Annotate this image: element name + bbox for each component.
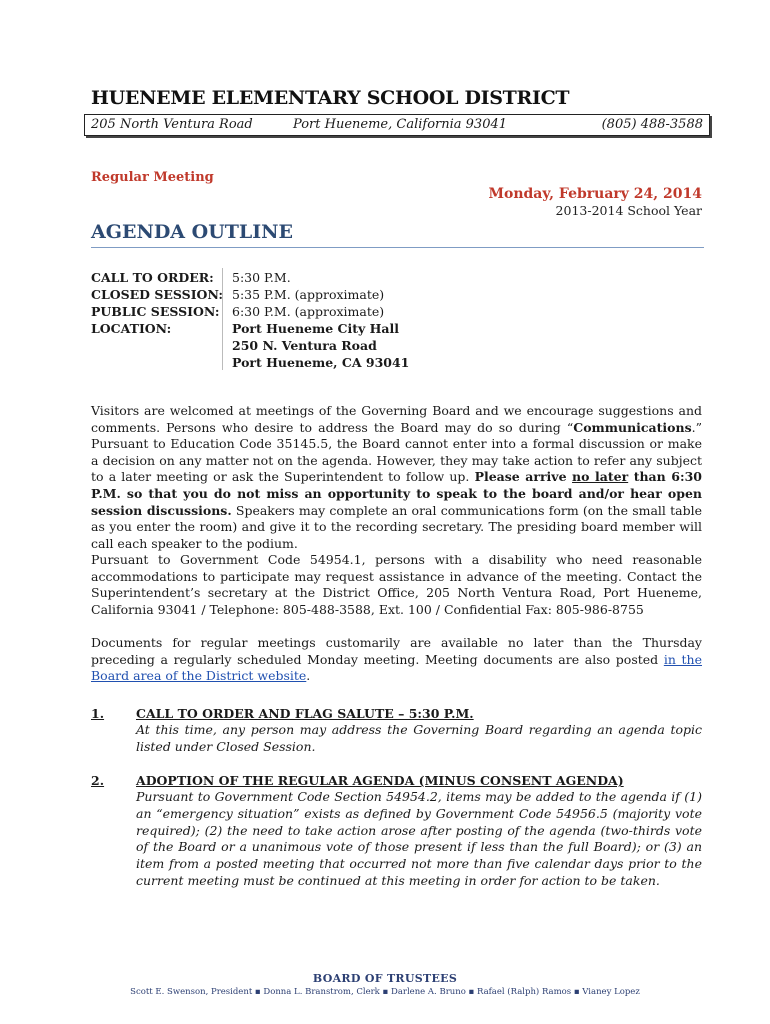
item-1-title: CALL TO ORDER AND FLAG SALUTE – 5:30 P.M. — [136, 706, 474, 721]
label-location: LOCATION: — [91, 321, 172, 336]
arrive-text-a: Please arrive — [474, 469, 573, 485]
item-2-title: ADOPTION OF THE REGULAR AGENDA (MINUS CONSENT AGENDA) — [136, 773, 624, 788]
item-2-body: Pursuant to Government Code Section 54954.2, items may be added to the agenda if (1) an “emergency situation” exists as defined by Government Code 54956.5 (majority vote required); (2) the need to take action arose after posting of the agenda (two-thirds vote of the Board or a unanimous vote of those present if less than the full Board); or (3) an item from a posted meeting that occurred not more than five calendar days prior to the current meeting must be continued at this meeting in order for action to be taken. — [136, 789, 702, 888]
label-call-to-order: CALL TO ORDER: — [91, 270, 214, 285]
visitors-text-3: Speakers may complete an oral communications form (on the small table as you enter the room) and give it to the recording secretary. The presiding board member will call each speaker to the podium. — [91, 502, 702, 551]
documents-text-2: . — [306, 668, 311, 684]
location-city: Port Hueneme, CA 93041 — [232, 355, 410, 370]
trustee-names: Scott E. Swenson, President ▪ Donna L. Branstrom, Clerk ▪ Darlene A. Bruno ▪ Rafael (Ralph) Ramos ▪ Vianey Lopez — [130, 987, 640, 997]
board-website-link[interactable]: in the Board area of the District website — [91, 651, 702, 684]
disability-paragraph: Pursuant to Government Code 54954.1, persons with a disability who need reasonable accommodations to participate may request assistance in advance of the meeting. Contact the Superintendent’s secretary at the District Office, 205 North Ventura Road, Port Hueneme, California 93041 / Telephone: 805-488-3588, Ext. 100 / Confidential Fax: 805-986-8755 — [91, 552, 702, 617]
item-1-body: At this time, any person may address the Governing Board regarding an agenda topic listed under Closed Session. — [136, 722, 702, 754]
meeting-type: Regular Meeting — [91, 170, 214, 185]
arrive-text-b: than 6:30 P.M. so that you do not miss an opportunity to speak to the board and/or hear open session discussions. — [91, 469, 702, 518]
documents-paragraph — [91, 635, 702, 685]
visitors-text-2: .” Pursuant to Education Code 35145.5, the Board cannot enter into a formal discussion or make a decision on any matter not on the agenda. However, they may take action to refer any subject to a later meeting or ask the Superintendent to follow up. — [91, 419, 702, 485]
label-closed-session: CLOSED SESSION: — [91, 287, 224, 302]
school-year: 2013-2014 School Year — [555, 203, 702, 218]
value-location: Port Hueneme City Hall — [232, 321, 400, 336]
visitors-paragraph — [91, 403, 702, 552]
heading-divider — [91, 247, 704, 248]
district-title: HUENEME ELEMENTARY SCHOOL DISTRICT — [91, 87, 570, 109]
meeting-date: Monday, February 24, 2014 — [488, 186, 702, 202]
board-of-trustees-heading: BOARD OF TRUSTEES — [312, 972, 458, 985]
outline-values — [232, 269, 409, 371]
value-public-session: 6:30 P.M. (approximate) — [232, 304, 385, 319]
value-call-to-order: 5:30 P.M. — [232, 270, 291, 285]
address-bar — [84, 114, 710, 136]
agenda-outline-heading: AGENDA OUTLINE — [91, 221, 294, 243]
location-street: 250 N. Ventura Road — [232, 338, 377, 353]
street-address: 205 North Ventura Road — [91, 117, 253, 132]
arrive-no-later: no later — [572, 469, 629, 485]
phone-number: (805) 488-3588 — [601, 117, 703, 132]
outline-divider — [222, 268, 223, 370]
communications-term: Communications — [573, 419, 692, 435]
visitors-text-1: Visitors are welcomed at meetings of the Governing Board and we encourage suggestions and comments. Persons who desire to address the Board may do so during “ — [91, 403, 702, 435]
item-2-number: 2. — [91, 773, 105, 788]
value-closed-session: 5:35 P.M. (approximate) — [232, 287, 385, 302]
item-1-number: 1. — [91, 706, 105, 721]
outline-labels — [91, 269, 223, 337]
documents-text-1: Documents for regular meetings customarily are available no later than the Thursday preceding a regularly scheduled Monday meeting. Meeting documents are also posted — [91, 635, 702, 667]
label-public-session: PUBLIC SESSION: — [91, 304, 220, 319]
city-address: Port Hueneme, California 93041 — [293, 117, 508, 132]
